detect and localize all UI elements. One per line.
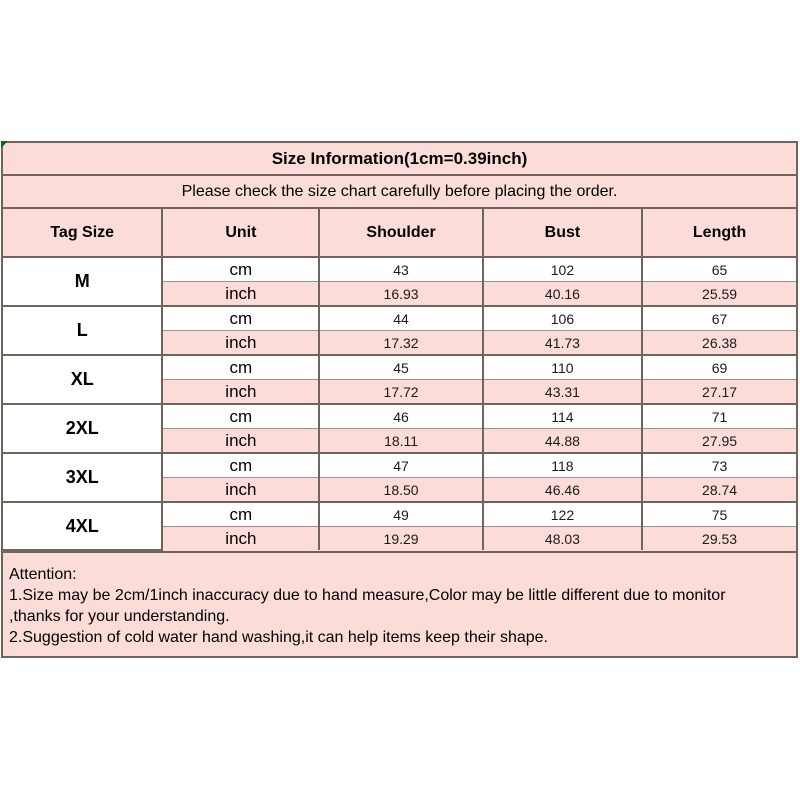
col-header-unit: Unit [162, 208, 319, 257]
table-title-row [3, 143, 796, 175]
attention-heading: Attention: [9, 566, 77, 583]
length-value: 28.74 [642, 478, 796, 503]
unit-cell: cm [162, 404, 319, 429]
length-value: 65 [642, 257, 796, 282]
attention-line-3: 2.Suggestion of cold water hand washing,it can help items keep their shape. [9, 629, 548, 646]
table-subtitle: Please check the size chart carefully before placing the order. [3, 175, 796, 208]
unit-cell: cm [162, 355, 319, 380]
unit-cell: inch [162, 527, 319, 551]
table-subtitle-row [3, 175, 796, 208]
length-value: 69 [642, 355, 796, 380]
size-3xl-cm-row [3, 453, 796, 478]
size-4xl-cm-row [3, 502, 796, 527]
bust-value: 106 [483, 306, 642, 331]
size-chart-table [3, 143, 796, 551]
length-value: 27.95 [642, 429, 796, 454]
shoulder-value: 17.72 [319, 380, 482, 405]
column-header-row [3, 208, 796, 257]
tag-size-cell: L [3, 306, 162, 355]
attention-line-1: 1.Size may be 2cm/1inch inaccuracy due to hand measure,Color may be little different due to monitor [9, 587, 726, 604]
length-value: 73 [642, 453, 796, 478]
bust-value: 122 [483, 502, 642, 527]
shoulder-value: 44 [319, 306, 482, 331]
length-value: 25.59 [642, 282, 796, 307]
tag-size-cell: M [3, 257, 162, 306]
unit-cell: cm [162, 257, 319, 282]
table-title: Size Information(1cm=0.39inch) [3, 143, 796, 175]
bust-value: 110 [483, 355, 642, 380]
unit-cell: cm [162, 453, 319, 478]
size-m-cm-row [3, 257, 796, 282]
bust-value: 48.03 [483, 527, 642, 551]
unit-cell: inch [162, 380, 319, 405]
col-header-bust: Bust [483, 208, 642, 257]
green-corner-marker-icon [1, 141, 8, 148]
length-value: 26.38 [642, 331, 796, 356]
size-chart-sheet [1, 141, 798, 658]
shoulder-value: 19.29 [319, 527, 482, 551]
length-value: 71 [642, 404, 796, 429]
size-l-cm-row [3, 306, 796, 331]
bust-value: 43.31 [483, 380, 642, 405]
bust-value: 46.46 [483, 478, 642, 503]
shoulder-value: 17.32 [319, 331, 482, 356]
tag-size-cell: XL [3, 355, 162, 404]
bust-value: 114 [483, 404, 642, 429]
shoulder-value: 18.50 [319, 478, 482, 503]
unit-cell: inch [162, 331, 319, 356]
shoulder-value: 43 [319, 257, 482, 282]
tag-size-cell: 3XL [3, 453, 162, 502]
size-xl-cm-row [3, 355, 796, 380]
shoulder-value: 49 [319, 502, 482, 527]
unit-cell: cm [162, 306, 319, 331]
attention-notes [3, 551, 796, 656]
col-header-tag-size: Tag Size [3, 208, 162, 257]
tag-size-cell: 4XL [3, 502, 162, 550]
unit-cell: inch [162, 478, 319, 503]
length-value: 67 [642, 306, 796, 331]
bust-value: 118 [483, 453, 642, 478]
shoulder-value: 47 [319, 453, 482, 478]
bust-value: 44.88 [483, 429, 642, 454]
bust-value: 41.73 [483, 331, 642, 356]
attention-line-2: ,thanks for your understanding. [9, 608, 230, 625]
unit-cell: inch [162, 282, 319, 307]
col-header-shoulder: Shoulder [319, 208, 482, 257]
size-2xl-cm-row [3, 404, 796, 429]
length-value: 75 [642, 502, 796, 527]
shoulder-value: 18.11 [319, 429, 482, 454]
tag-size-cell: 2XL [3, 404, 162, 453]
shoulder-value: 16.93 [319, 282, 482, 307]
length-value: 27.17 [642, 380, 796, 405]
shoulder-value: 45 [319, 355, 482, 380]
bust-value: 102 [483, 257, 642, 282]
bust-value: 40.16 [483, 282, 642, 307]
shoulder-value: 46 [319, 404, 482, 429]
length-value: 29.53 [642, 527, 796, 551]
col-header-length: Length [642, 208, 796, 257]
unit-cell: cm [162, 502, 319, 527]
unit-cell: inch [162, 429, 319, 454]
